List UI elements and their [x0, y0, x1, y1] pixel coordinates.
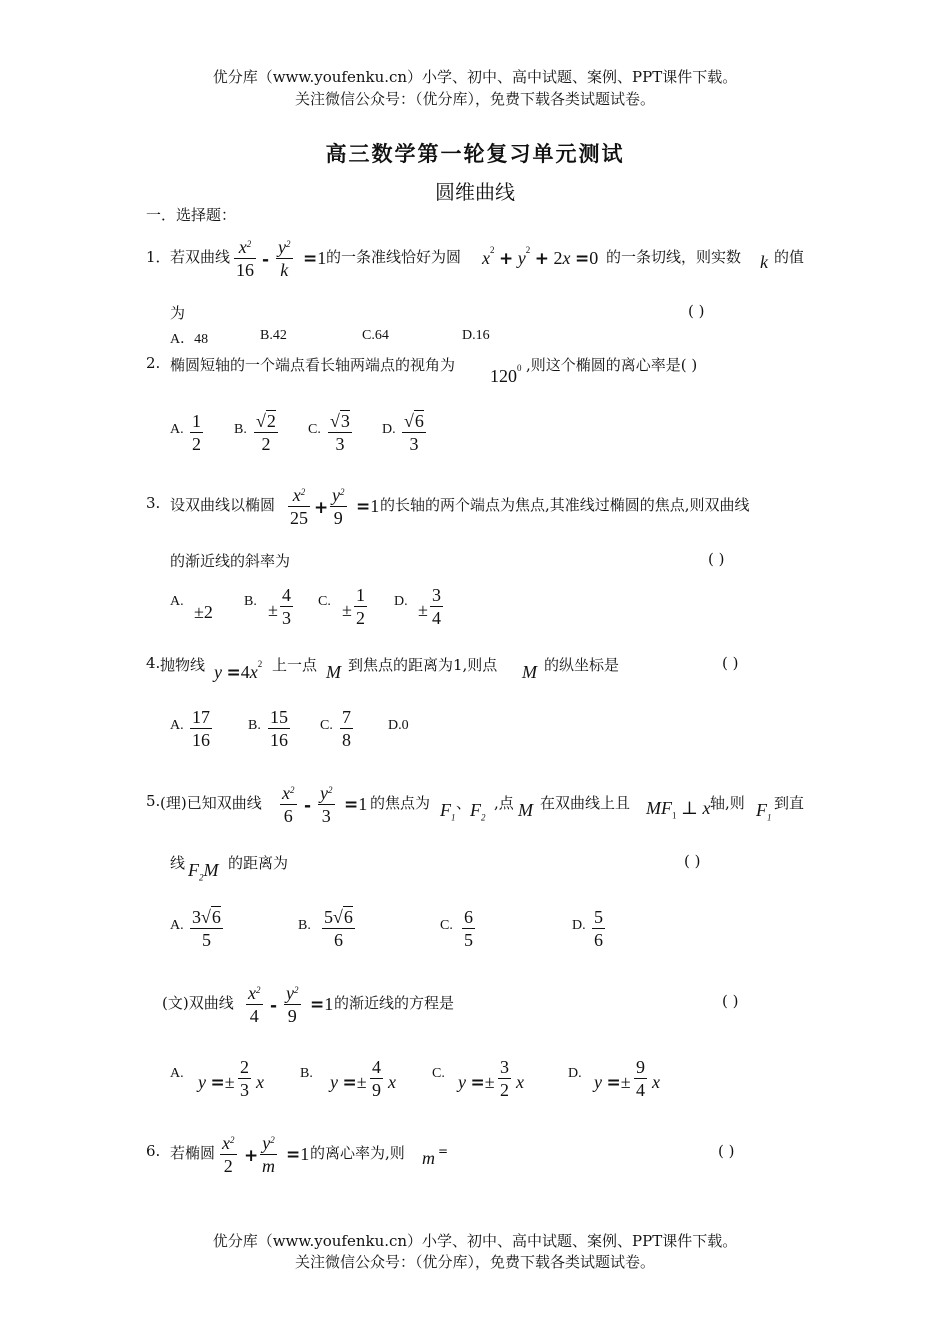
q4-var-m-2: M — [522, 662, 537, 682]
q5w-option-d-x: x — [652, 1072, 660, 1092]
q1-option-c: C.64 — [362, 328, 389, 343]
q1-option-b: B.42 — [260, 328, 287, 343]
q4-option-a-label: A. — [170, 718, 184, 733]
q5w-option-c-x: x — [516, 1072, 524, 1092]
q3-option-d-label: D. — [394, 594, 408, 609]
q6-frac-y2-m: $y^2$ m — [262, 1133, 275, 1176]
q2-option-c-value: √3 3 — [330, 411, 350, 454]
page-subtitle: 圆维曲线 — [435, 180, 515, 204]
q5-eq-1: =1 — [344, 794, 368, 815]
q3-option-c-label: C. — [318, 594, 331, 609]
q3-plus: + — [314, 498, 329, 518]
section-heading: 一．选择题： — [146, 206, 237, 224]
q2-option-b-label: B. — [234, 422, 247, 437]
q4-option-b-label: B. — [248, 718, 261, 733]
q6-text-pre: 若椭圆 — [170, 1144, 216, 1162]
q2-option-d-label: D. — [382, 422, 396, 437]
q5w-option-b-lhs: y =± — [330, 1072, 367, 1093]
q4-text-mid: 上一点 — [272, 656, 318, 674]
q5-text-mid2: ,点 — [494, 794, 514, 812]
q6-var-m: m — [422, 1148, 435, 1168]
q5-var-f2: $F_2$ — [470, 800, 486, 823]
q1-text-end: 的值 — [774, 248, 805, 266]
q5w-option-b-x: x — [388, 1072, 396, 1092]
q6-text-end: 的离心率为,则 — [310, 1144, 405, 1162]
q5w-answer-paren: ( ) — [722, 992, 739, 1010]
q6-frac-x2-2: $x^2$ 2 — [222, 1133, 235, 1176]
q5w-option-d-label: D. — [568, 1066, 582, 1081]
q6-eq-sign: = — [438, 1144, 449, 1158]
q1-frac-y2-k: $y^2$ k — [278, 237, 291, 280]
q5-option-c-value: 6 5 — [464, 907, 473, 950]
q5-option-c-label: C. — [440, 918, 453, 933]
q3-eq-1: =1 — [356, 496, 380, 517]
q4-text-mid2: 到焦点的距离为1,则点 — [348, 656, 498, 674]
q3-option-d-value: 3 4 — [432, 585, 441, 628]
q5w-option-c-label: C. — [432, 1066, 445, 1081]
q5w-option-c-lhs: y =± — [458, 1072, 495, 1093]
q1-text-mid: 的一条准线恰好为圆 — [326, 248, 462, 266]
footer-line-2: 关注微信公众号：（优分库），免费下载各类试题试卷。 — [294, 1253, 655, 1271]
q5-text-pre: (理)已知双曲线 — [160, 794, 262, 812]
q5-perp-expr: $MF_1$ ⊥ x — [646, 798, 711, 821]
q5-text-end: 到直 — [774, 794, 805, 812]
q1-text-mid2: 的一条切线，则实数 — [606, 248, 742, 266]
q5-frac-x2-6: $x^2$ 6 — [282, 783, 295, 826]
q4-option-b-value: 15 16 — [270, 707, 288, 750]
q1-answer-paren: ( ) — [688, 302, 705, 320]
q3-option-c-value: 1 2 — [356, 585, 365, 628]
q4-text-pre: 抛物线 — [160, 656, 206, 674]
q4-text-end: 的纵坐标是 — [544, 656, 620, 674]
q2-option-a-label: A. — [170, 422, 184, 437]
q5-option-a-value: 3√6 5 — [192, 907, 221, 950]
q5-line-f2m: $F_2M$ — [188, 860, 219, 883]
q3-option-b-label: B. — [244, 594, 257, 609]
q5-minus: - — [304, 796, 312, 816]
footer-line-1: 优分库（www.youfenku.cn）小学、初中、高中试题、案例、PPT课件下载。 — [212, 1232, 738, 1250]
q3-option-a-label: A. — [170, 594, 184, 609]
q5-answer-paren: ( ) — [684, 852, 701, 870]
q5w-option-c-frac: 3 2 — [500, 1057, 509, 1100]
q5w-option-a-frac: 2 3 — [240, 1057, 249, 1100]
q3-option-c-sign: ± — [342, 600, 352, 620]
q1-minus: - — [262, 250, 270, 270]
q5w-option-b-frac: 4 9 — [372, 1057, 381, 1100]
q4-option-a-value: 17 16 — [192, 707, 210, 750]
q5w-frac-x2-4: $x^2$ 4 — [248, 983, 261, 1026]
q5-option-d-value: 5 6 — [594, 907, 603, 950]
q2-option-a-value: 1 2 — [192, 411, 201, 454]
q5-option-d-label: D. — [572, 918, 586, 933]
q5-var-f1-b: $F_1$ — [756, 800, 772, 823]
q5w-option-d-frac: 9 4 — [636, 1057, 645, 1100]
q5-text-mid4: 轴,则 — [710, 794, 745, 812]
q6-eq-1: =1 — [286, 1144, 310, 1165]
q1-circle-eq: $x^2 + y^2 + 2x =0$ — [482, 245, 599, 269]
q6-answer-paren: ( ) — [718, 1142, 735, 1160]
q6-number: 6. — [146, 1142, 161, 1160]
q5-text-mid3: 在双曲线上且 — [540, 794, 631, 812]
q2-option-d-value: √6 3 — [404, 411, 424, 454]
q5-text-cont2: 的距离为 — [228, 854, 289, 872]
q3-option-d-sign: ± — [418, 600, 428, 620]
q3-option-a-value: ±2 — [194, 602, 213, 622]
q5w-text-end: 的渐近线的方程是 — [334, 994, 455, 1012]
q5-option-a-label: A. — [170, 918, 184, 933]
q1-var-k: k — [760, 252, 768, 272]
q2-angle: $120^0$ — [490, 363, 522, 386]
q5-text-mid: 的焦点为 — [370, 794, 431, 812]
q3-number: 3. — [146, 494, 161, 512]
q5w-text-pre: (文)双曲线 — [162, 994, 234, 1012]
q3-option-b-sign: ± — [268, 600, 278, 620]
q4-answer-paren: ( ) — [722, 654, 739, 672]
q5-option-b-label: B. — [298, 918, 311, 933]
q1-number: 1． — [146, 248, 171, 266]
q3-text-cont: 的渐近线的斜率为 — [170, 552, 291, 570]
header-line-1: 优分库（www.youfenku.cn）小学、初中、高中试题、案例、PPT课件下载。 — [212, 68, 738, 86]
q1-option-d: D.16 — [462, 328, 490, 343]
q5w-option-d-lhs: y =± — [594, 1072, 631, 1093]
q1-frac-x2-16: $x^2$ 16 — [236, 237, 254, 280]
q4-option-c-value: 7 8 — [342, 707, 351, 750]
q2-number: 2. — [146, 354, 161, 372]
q2-option-b-value: √2 2 — [256, 411, 276, 454]
q1-text-cont: 为 — [170, 304, 186, 322]
q5w-option-a-x: x — [256, 1072, 264, 1092]
q4-number: 4. — [146, 654, 161, 672]
q3-frac-y2-9: $y^2$ 9 — [332, 485, 345, 528]
q4-parabola-eq: $y =4x^2$ — [214, 659, 263, 683]
q5-option-b-value: 5√6 6 — [324, 907, 353, 950]
q6-plus: + — [244, 1146, 259, 1166]
page-title: 高三数学第一轮复习单元测试 — [325, 141, 625, 166]
q5-number: 5. — [146, 792, 161, 810]
q3-text-pre: 设双曲线以椭圆 — [170, 496, 276, 514]
q4-option-c-label: C. — [320, 718, 333, 733]
q4-var-m-1: M — [326, 662, 341, 682]
q3-text-end: 的长轴的两个端点为焦点,其准线过椭圆的焦点,则双曲线 — [380, 496, 750, 514]
q2-option-c-label: C. — [308, 422, 321, 437]
q5-frac-y2-3: $y^2$ 3 — [320, 783, 333, 826]
q1-eq-1: =1 — [303, 248, 327, 269]
q3-frac-x2-25: $x^2$ 25 — [290, 485, 308, 528]
q3-option-b-value: 4 3 — [282, 585, 291, 628]
q5w-eq-1: =1 — [310, 994, 334, 1015]
q5w-option-a-lhs: y =± — [198, 1072, 235, 1093]
q5w-frac-y2-9: $y^2$ 9 — [286, 983, 299, 1026]
q2-text-pre: 椭圆短轴的一个端点看长轴两端点的视角为 — [170, 356, 456, 374]
q5-sep: 、 — [456, 794, 472, 812]
q5-var-f1: $F_1$ — [440, 800, 456, 823]
header-line-2: 关注微信公众号：（优分库），免费下载各类试题试卷。 — [294, 90, 655, 108]
q2-text-end: ,则这个椭圆的离心率是( ) — [526, 356, 698, 374]
q1-text-pre: 若双曲线 — [170, 248, 231, 266]
q3-answer-paren: ( ) — [708, 550, 725, 568]
q5w-minus: - — [270, 996, 278, 1016]
q1-option-a: A．48 — [170, 332, 209, 347]
q5w-option-a-label: A. — [170, 1066, 184, 1081]
q5-text-cont: 线 — [170, 854, 186, 872]
q5-var-m: M — [518, 800, 533, 820]
q5w-option-b-label: B. — [300, 1066, 313, 1081]
q4-option-d: D.0 — [388, 718, 409, 733]
